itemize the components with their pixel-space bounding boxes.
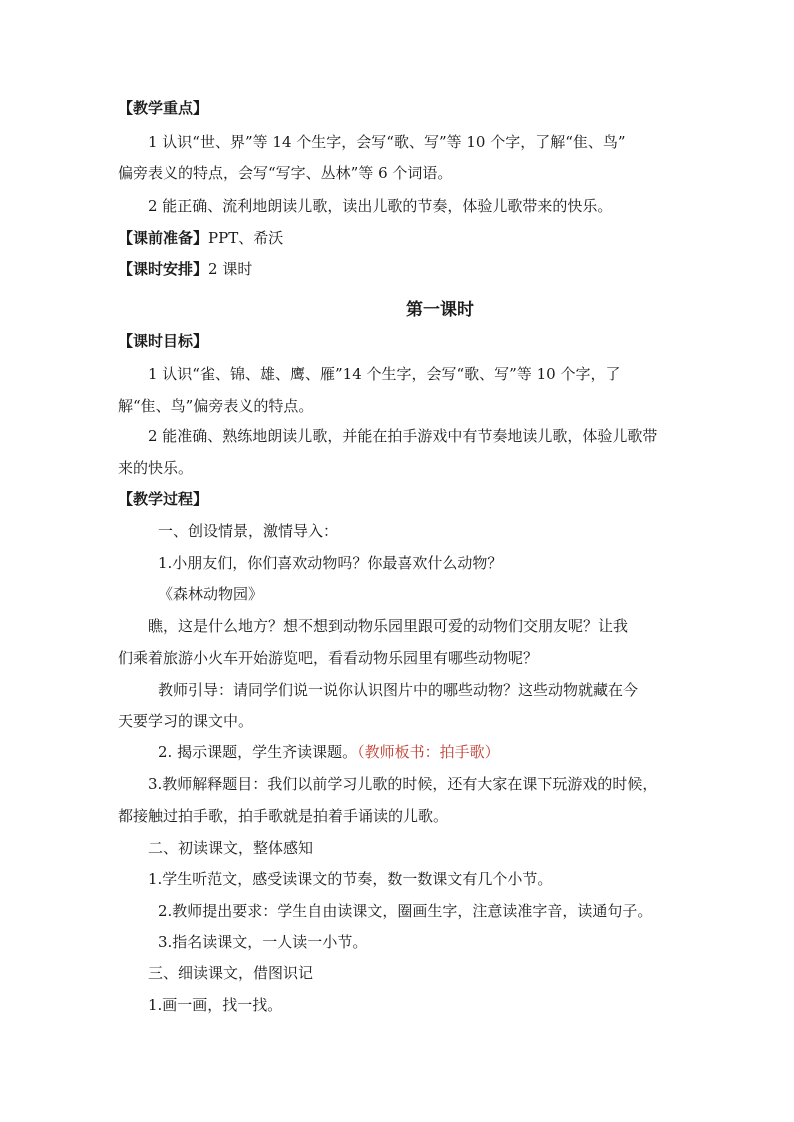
process-part-2: 二、初读课文，整体感知: [148, 839, 314, 857]
process-part-1-step-2: [158, 742, 500, 762]
teaching-focus-heading: 【教学重点】: [118, 99, 209, 117]
process-part-1-paragraph-b: 教师引导：请同学们说一说你认识图片中的哪些动物？这些动物就藏在今: [158, 681, 639, 699]
process-part-1-paragraph-a-cont: 们乘着旅游小火车开始游览吧，看看动物乐园里有哪些动物呢？: [118, 649, 539, 667]
lesson-goals-item-1: 1 认识“雀、锦、雄、鹰、雁”14 个生字，会写“歌、写”等 10 个字，了: [148, 365, 621, 383]
lesson-goals-item-1-cont: 解“隹、鸟”偏旁表义的特点。: [118, 397, 314, 415]
preparation-line: [118, 228, 283, 248]
section-title: 第一课时: [406, 300, 474, 320]
process-part-1: 一、创设情景，激情导入：: [158, 522, 339, 540]
schedule-line: [118, 259, 252, 279]
process-part-2-step-3: 3.指名读课文，一人读一小节。: [158, 933, 368, 951]
process-part-3: 三、细读课文，借图识记: [148, 964, 314, 982]
process-part-1-paragraph-a: 瞧，这是什么地方？想不想到动物乐园里跟可爱的动物们交朋友呢？让我: [148, 617, 629, 635]
process-part-1-step-1: 1.小朋友们，你们喜欢动物吗？你最喜欢什么动物？: [158, 554, 503, 572]
teaching-focus-item-2: 2 能正确、流利地朗读儿歌，读出儿歌的节奏，体验儿歌带来的快乐。: [148, 197, 613, 215]
process-heading: 【教学过程】: [118, 490, 209, 508]
process-part-3-step-1: 1.画一画，找一找。: [148, 996, 283, 1014]
process-part-1-paragraph-b-cont: 天要学习的课文中。: [118, 712, 254, 730]
preparation-heading: 【课前准备】: [118, 229, 209, 247]
process-part-1-step-3: 3.教师解释题目：我们以前学习儿歌的时候，还有大家在课下玩游戏的时候，: [148, 775, 658, 793]
lesson-goals-item-2: 2 能准确、熟练地朗读儿歌，并能在拍手游戏中有节奏地读儿歌，体验儿歌带: [148, 427, 658, 445]
step-2-text: 2. 揭示课题，学生齐读课题。: [158, 743, 358, 761]
teaching-focus-item-1: 1 认识“世、界”等 14 个生字，会写“歌、写”等 10 个字，了解“隹、鸟”: [148, 133, 626, 151]
teaching-focus-item-1-cont: 偏旁表义的特点，会写“写字、丛林”等 6 个词语。: [118, 164, 453, 182]
preparation-value: PPT、希沃: [208, 229, 284, 247]
schedule-value: 2 课时: [208, 260, 253, 278]
process-part-2-step-1: 1.学生听范文，感受读课文的节奏，数一数课文有几个小节。: [148, 870, 553, 888]
lesson-goals-item-2-cont: 来的快乐。: [118, 459, 194, 477]
process-part-2-step-2: 2.教师提出要求：学生自由读课文，圈画生字，注意读准字音，读通句子。: [158, 902, 653, 920]
process-part-1-step-3-cont: 都接触过拍手歌，拍手歌就是拍着手诵读的儿歌。: [118, 807, 449, 825]
process-part-1-book-title: 《森林动物园》: [158, 585, 264, 603]
step-2-board-note: （教师板书：拍手歌）: [357, 743, 500, 761]
lesson-goals-heading: 【课时目标】: [118, 332, 209, 350]
schedule-heading: 【课时安排】: [118, 260, 209, 278]
